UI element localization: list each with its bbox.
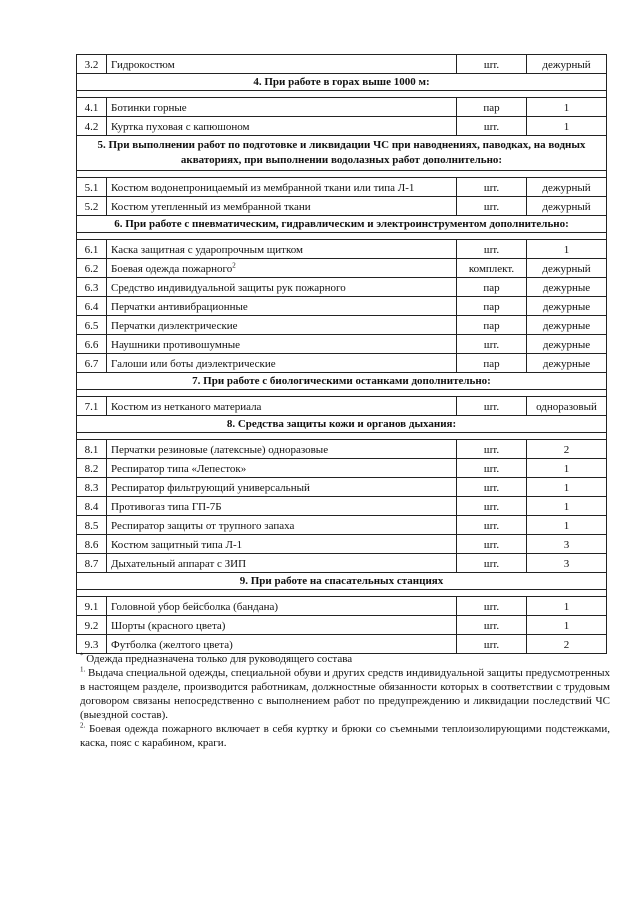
item-quantity: 1 (527, 98, 607, 117)
item-name: Галоши или боты диэлектрические (107, 354, 457, 373)
item-quantity: одноразовый (527, 397, 607, 416)
spacer-row (77, 233, 607, 240)
item-quantity: дежурный (527, 55, 607, 74)
item-number: 8.5 (77, 516, 107, 535)
section-header (77, 416, 607, 433)
item-quantity: 1 (527, 117, 607, 136)
item-quantity: 1 (527, 240, 607, 259)
item-unit: шт. (457, 497, 527, 516)
item-name: Шорты (красного цвета) (107, 616, 457, 635)
section-header (77, 216, 607, 233)
section-header (77, 373, 607, 390)
spacer-row (77, 91, 607, 98)
item-number: 6.6 (77, 335, 107, 354)
spacer-row (77, 590, 607, 597)
section-header (77, 136, 607, 171)
item-name: Перчатки антивибрационные (107, 297, 457, 316)
table-row (77, 397, 607, 416)
item-number: 8.6 (77, 535, 107, 554)
item-number: 6.3 (77, 278, 107, 297)
table-row (77, 197, 607, 216)
table-row (77, 516, 607, 535)
item-name: Респиратор фильтрующий универсальный (107, 478, 457, 497)
table-row (77, 335, 607, 354)
table-row (77, 597, 607, 616)
section-title: 4. При работе в горах выше 1000 м: (77, 74, 607, 91)
item-name: Костюм защитный типа Л-1 (107, 535, 457, 554)
item-name: Противогаз типа ГП-7Б (107, 497, 457, 516)
item-number: 3.2 (77, 55, 107, 74)
table-row (77, 478, 607, 497)
section-header (77, 74, 607, 91)
table-row (77, 98, 607, 117)
table-row (77, 297, 607, 316)
item-unit: шт. (457, 597, 527, 616)
footnote (80, 722, 610, 750)
section-header (77, 573, 607, 590)
item-unit: шт. (457, 440, 527, 459)
item-unit: шт. (457, 397, 527, 416)
item-unit: шт. (457, 117, 527, 136)
item-name: Наушники противошумные (107, 335, 457, 354)
spacer-row (77, 433, 607, 440)
item-number: 4.2 (77, 117, 107, 136)
item-number: 7.1 (77, 397, 107, 416)
item-unit: пар (457, 98, 527, 117)
item-quantity: дежурный (527, 259, 607, 278)
table-row (77, 55, 607, 74)
table-row (77, 459, 607, 478)
item-quantity: 1 (527, 516, 607, 535)
item-unit: шт. (457, 635, 527, 654)
table-row (77, 616, 607, 635)
item-name: Гидрокостюм (107, 55, 457, 74)
item-number: 6.7 (77, 354, 107, 373)
section-title: 5. При выполнении работ по подготовке и ликвидации ЧС при наводнениях, паводках, на водных акваториях, при выполнении водолазных работ дополнительно: (77, 136, 607, 171)
item-quantity: дежурные (527, 297, 607, 316)
item-unit: шт. (457, 335, 527, 354)
table-row (77, 240, 607, 259)
item-name: Боевая одежда пожарного$^2$ (107, 259, 457, 278)
item-unit: шт. (457, 535, 527, 554)
item-unit: шт. (457, 616, 527, 635)
footnote-mark: * (80, 651, 84, 660)
item-quantity: 1 (527, 478, 607, 497)
item-name: Перчатки диэлектрические (107, 316, 457, 335)
item-name: Ботинки горные (107, 98, 457, 117)
table-row (77, 535, 607, 554)
item-unit: пар (457, 278, 527, 297)
document-page (76, 54, 606, 654)
item-unit: комплект. (457, 259, 527, 278)
item-number: 6.2 (77, 259, 107, 278)
item-unit: шт. (457, 55, 527, 74)
footnote-mark: 1. (80, 665, 86, 674)
spacer-row (77, 171, 607, 178)
table-row (77, 316, 607, 335)
item-number: 4.1 (77, 98, 107, 117)
item-name: Средство индивидуальной защиты рук пожарного (107, 278, 457, 297)
section-title: 7. При работе с биологическими останками дополнительно: (77, 373, 607, 390)
item-number: 8.7 (77, 554, 107, 573)
item-quantity: дежурные (527, 278, 607, 297)
item-unit: пар (457, 316, 527, 335)
item-unit: шт. (457, 178, 527, 197)
item-number: 6.4 (77, 297, 107, 316)
table-row (77, 278, 607, 297)
item-name: Костюм водонепроницаемый из мембранной ткани или типа Л-1 (107, 178, 457, 197)
section-title: 8. Средства защиты кожи и органов дыхания: (77, 416, 607, 433)
item-quantity: дежурные (527, 316, 607, 335)
item-unit: шт. (457, 516, 527, 535)
item-quantity: 1 (527, 459, 607, 478)
table-row (77, 440, 607, 459)
item-quantity: 3 (527, 535, 607, 554)
item-name: Головной убор бейсболка (бандана) (107, 597, 457, 616)
item-quantity: 2 (527, 440, 607, 459)
item-name: Футболка (желтого цвета) (107, 635, 457, 654)
item-number: 9.2 (77, 616, 107, 635)
table-row (77, 178, 607, 197)
spacer-row (77, 390, 607, 397)
item-quantity: 3 (527, 554, 607, 573)
item-name: Костюм из нетканого материала (107, 397, 457, 416)
footnote-text: Одежда предназначена только для руководящего состава (83, 653, 353, 665)
item-quantity: дежурные (527, 354, 607, 373)
table-row (77, 635, 607, 654)
table-row (77, 354, 607, 373)
item-unit: шт. (457, 478, 527, 497)
footnote (80, 666, 610, 722)
footnote-mark: 2. (80, 721, 86, 730)
section-title: 9. При работе на спасательных станциях (77, 573, 607, 590)
item-unit: пар (457, 297, 527, 316)
item-quantity: дежурные (527, 335, 607, 354)
item-quantity: 1 (527, 616, 607, 635)
footnote-ref: 2 (232, 261, 236, 270)
section-title: 6. При работе с пневматическим, гидравлическим и электроинструментом дополнительно: (77, 216, 607, 233)
item-number: 9.1 (77, 597, 107, 616)
item-quantity: 1 (527, 597, 607, 616)
item-unit: шт. (457, 240, 527, 259)
item-number: 8.1 (77, 440, 107, 459)
item-unit: пар (457, 354, 527, 373)
item-name: Респиратор типа «Лепесток» (107, 459, 457, 478)
item-unit: шт. (457, 554, 527, 573)
item-number: 5.2 (77, 197, 107, 216)
item-unit: шт. (457, 197, 527, 216)
footnote-text: Выдача специальной одежды, специальной обуви и других средств индивидуальной защиты предусмотренных в настоящем разделе, производится работникам, должностные обязанности которых в соответствии с трудовым договором связаны непосредственно с выполнением работ по предупреждению и ликвидации последствий ЧС (выездной состав). (80, 667, 610, 721)
item-number: 8.2 (77, 459, 107, 478)
item-name: Перчатки резиновые (латексные) одноразовые (107, 440, 457, 459)
item-name: Респиратор защиты от трупного запаха (107, 516, 457, 535)
item-quantity: 2 (527, 635, 607, 654)
footnotes (80, 652, 610, 750)
item-number: 8.3 (77, 478, 107, 497)
item-name: Дыхательный аппарат с ЗИП (107, 554, 457, 573)
item-number: 6.1 (77, 240, 107, 259)
item-unit: шт. (457, 459, 527, 478)
item-quantity: 1 (527, 497, 607, 516)
item-name: Каска защитная с ударопрочным щитком (107, 240, 457, 259)
item-name: Куртка пуховая с капюшоном (107, 117, 457, 136)
footnote (80, 652, 610, 666)
table-row (77, 259, 607, 278)
item-quantity: дежурный (527, 197, 607, 216)
item-quantity: дежурный (527, 178, 607, 197)
footnote-text: Боевая одежда пожарного включает в себя куртку и брюки со съемными теплоизолирующими подстежками, каска, пояс с карабином, краги. (80, 723, 610, 749)
equipment-table (76, 54, 607, 654)
item-number: 6.5 (77, 316, 107, 335)
item-number: 5.1 (77, 178, 107, 197)
item-number: 9.3 (77, 635, 107, 654)
table-row (77, 554, 607, 573)
item-number: 8.4 (77, 497, 107, 516)
table-row (77, 497, 607, 516)
item-name: Костюм утепленный из мембранной ткани (107, 197, 457, 216)
table-row (77, 117, 607, 136)
